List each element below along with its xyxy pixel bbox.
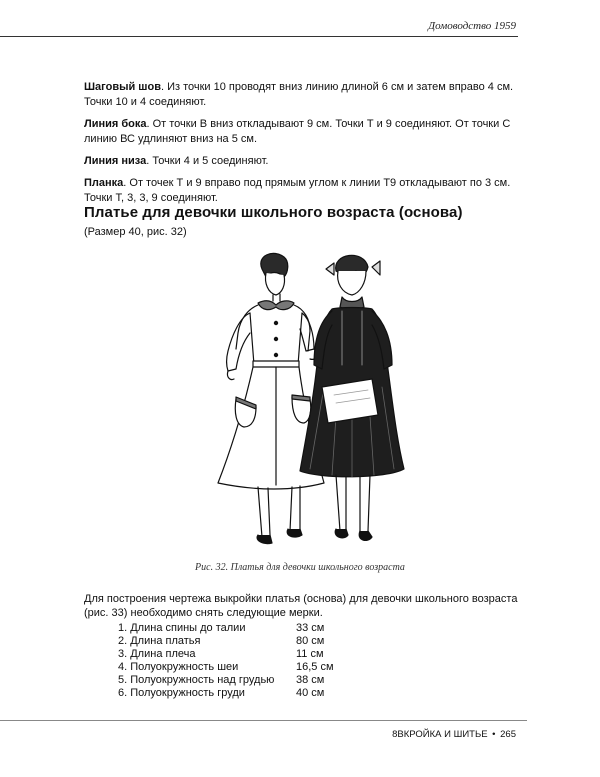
measurement-label: 3. Длина плеча (118, 648, 196, 660)
measurement-value: 38 см (296, 674, 325, 686)
figure-caption: Рис. 32. Платья для девочки школьного возраста (195, 562, 405, 573)
section-title: Платье для девочки школьного возраста (основа) (84, 204, 463, 221)
dress-illustration (196, 247, 412, 552)
paragraph-term: Шаговый шов (84, 81, 161, 93)
paragraph (84, 117, 520, 147)
page-number: 265 (500, 729, 516, 740)
measurement-row (118, 674, 356, 687)
measurement-row (118, 648, 356, 661)
footer-rule (0, 720, 527, 721)
section-subtitle: (Размер 40, рис. 32) (84, 226, 187, 238)
footer-book-title: 8ВКРОЙКА И ШИТЬЕ (392, 729, 488, 740)
paragraph-text: . Из точки 10 проводят вниз линию длиной 6 см и затем вправо 4 см. Точки 10 и 4 соединяют. (84, 81, 514, 108)
body-text (84, 80, 520, 213)
measurement-row (118, 635, 356, 648)
measurement-label: 2. Длина платья (118, 635, 201, 647)
running-head: Домоводство 1959 (428, 20, 516, 32)
footer-bullet: • (492, 729, 496, 740)
measurement-value: 16,5 см (296, 661, 334, 673)
paragraph-term: Планка (84, 177, 124, 189)
paragraph-text: . От точки В вниз откладывают 9 см. Точки Т и 9 соединяют. От точки С линию ВС удлиняют вниз на 5 см. (84, 118, 511, 145)
header-rule (0, 36, 518, 37)
measurement-row (118, 622, 356, 635)
paragraph (84, 154, 520, 169)
measurement-label: 6. Полуокружность груди (118, 687, 245, 699)
measurement-value: 33 см (296, 622, 325, 634)
measurement-row (118, 687, 356, 700)
paragraph (84, 176, 520, 206)
paragraph-term: Линия бока (84, 118, 147, 130)
measurement-row (118, 661, 356, 674)
measurement-value: 40 см (296, 687, 325, 699)
intro-paragraph: Для построения чертежа выкройки платья (основа) для девочки школьного возраста (рис. 33) необходимо снять следующие мерки. (84, 593, 518, 619)
measurement-label: 4. Полуокружность шеи (118, 661, 239, 673)
paragraph-term: Линия низа (84, 155, 147, 167)
measurement-value: 11 см (296, 648, 324, 660)
paragraph (84, 80, 520, 110)
measurements-list (118, 622, 356, 700)
paragraph-text: . Точки 4 и 5 соединяют. (146, 155, 269, 167)
measurement-label: 1. Длина спины до талии (118, 622, 246, 634)
measurement-label: 5. Полуокружность над грудью (118, 674, 275, 686)
measurement-value: 80 см (296, 635, 325, 647)
page-footer (392, 729, 516, 740)
paragraph-text: . От точек Т и 9 вправо под прямым углом к линии Т9 откладывают по 3 см. Точки Т, 3, 3, 9 соединяют. (84, 177, 511, 204)
